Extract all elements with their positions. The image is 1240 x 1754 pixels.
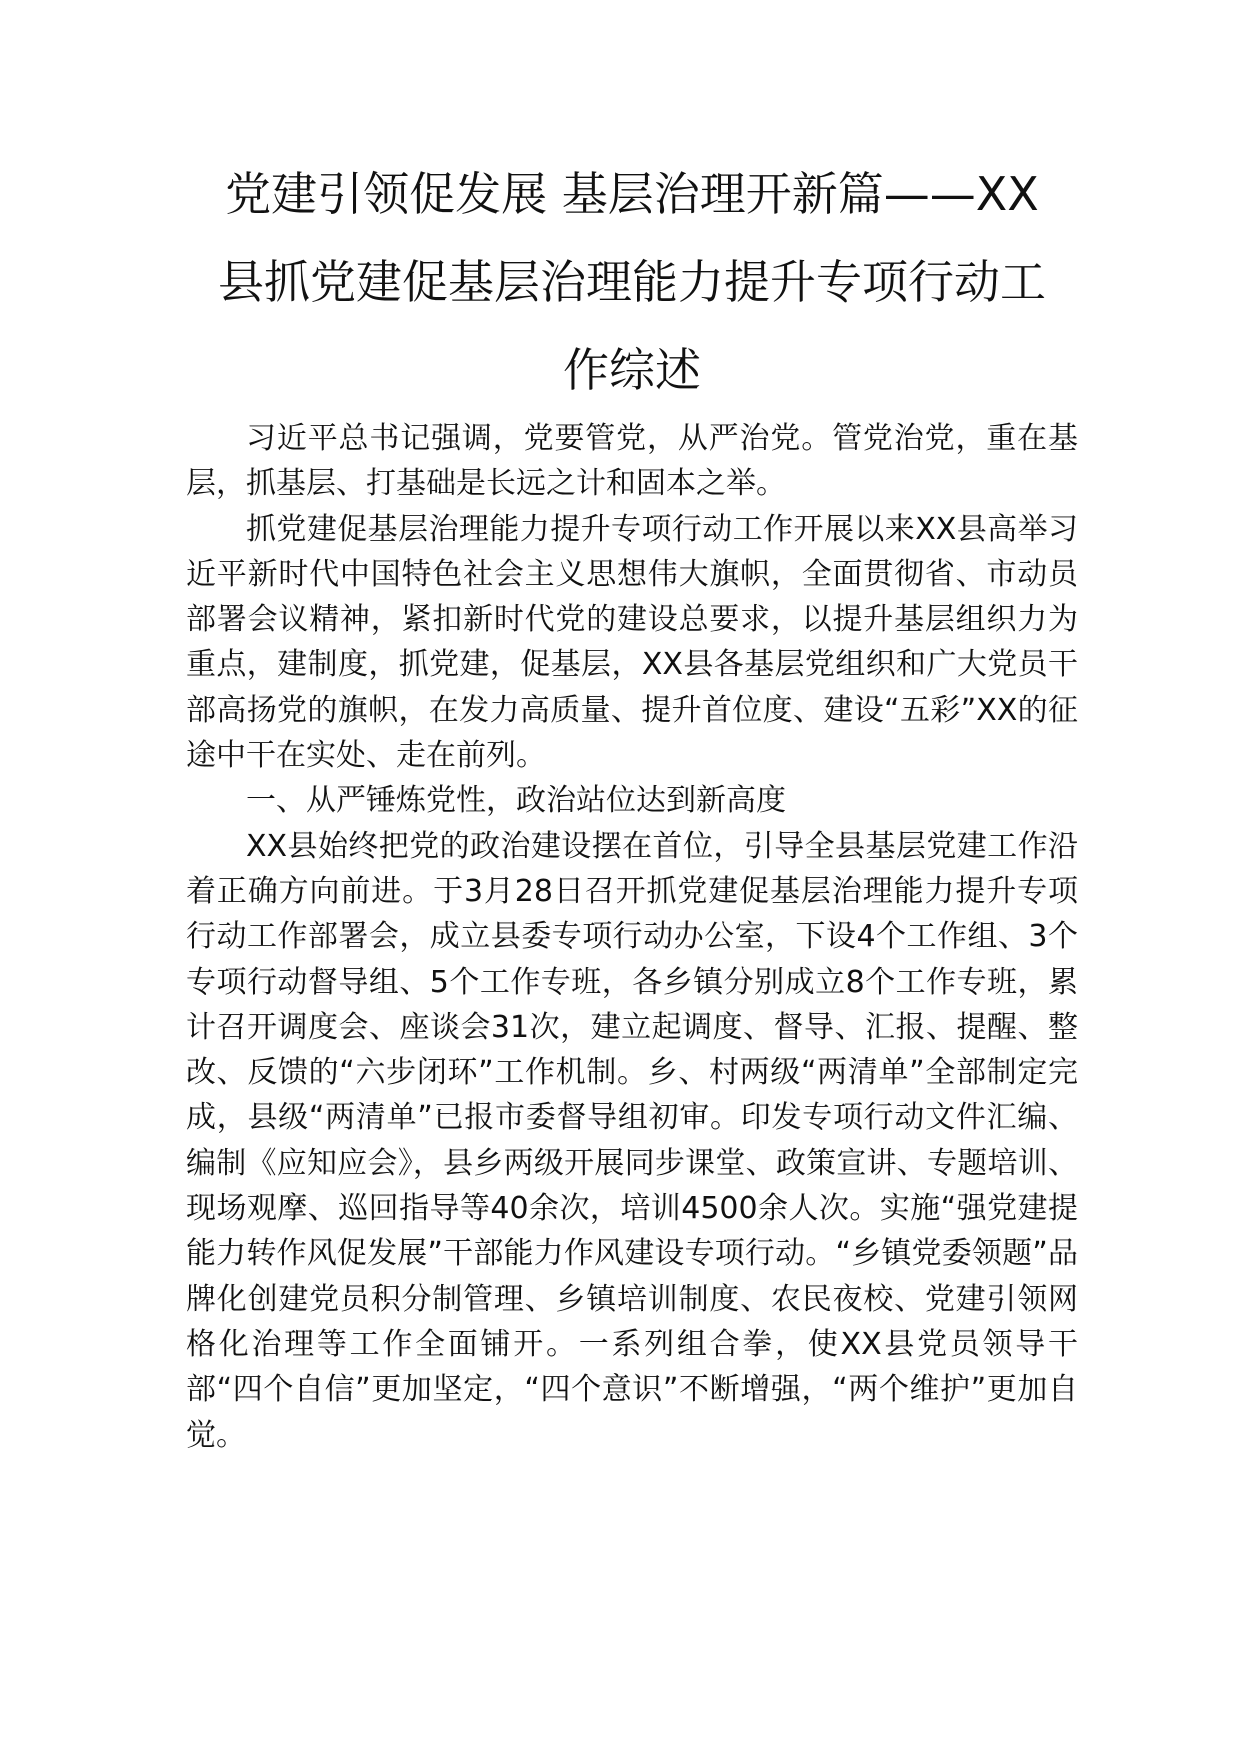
document-body xyxy=(186,416,1078,1458)
title-line-1: 党建引领促发展 基层治理开新篇——XX xyxy=(225,167,1039,221)
intro-paragraph: 习近平总书记强调，党要管党，从严治党。管党治党，重在基层，抓基层、打基础是长远之计和固本之举。 xyxy=(186,421,1078,502)
section-1-paragraph: XX县始终把党的政治建设摆在首位，引导全县基层党建工作沿着正确方向前进。于3月28日召开抓党建促基层治理能力提升专项行动工作部署会，成立县委专项行动办公室，下设4个工作组、3个专项行动督导组、5个工作专班，各乡镇分别成立8个工作专班，累计召开调度会、座谈会31次，建立起调度、督导、汇报、提醒、整改、反馈的“六步闭环”工作机制。乡、村两级“两清单”全部制定完成，县级“两清单”已报市委督导组初审。印发专项行动文件汇编、编制《应知应会》，县乡两级开展同步课堂、政策宣讲、专题培训、现场观摩、巡回指导等40余次，培训4500余人次。实施“强党建提能力转作风促发展”干部能力作风建设专项行动。“乡镇党委领题”品牌化创建党员积分制管理、乡镇培训制度、农民夜校、党建引领网格化治理等工作全面铺开。一系列组合拳，使XX县党员领导干部“四个自信”更加坚定，“四个意识”不断增强，“两个维护”更加自觉。 xyxy=(186,828,1078,1453)
document-page xyxy=(186,150,1078,1458)
section-heading-1: 一、从严锤炼党性，政治站位达到新高度 xyxy=(246,783,786,819)
overview-paragraph: 抓党建促基层治理能力提升专项行动工作开展以来XX县高举习近平新时代中国特色社会主义思想伟大旗帜，全面贯彻省、市动员部署会议精神，紧扣新时代党的建设总要求，以提升基层组织力为重点，建制度，抓党建，促基层，XX县各基层党组织和广大党员干部高扬党的旗帜，在发力高质量、提升首位度、建设“五彩”XX的征途中干在实处、走在前列。 xyxy=(186,511,1078,774)
title-line-2: 县抓党建促基层治理能力提升专项行动工 xyxy=(218,255,1046,309)
title-line-3: 作综述 xyxy=(563,343,701,397)
document-title xyxy=(186,150,1078,414)
